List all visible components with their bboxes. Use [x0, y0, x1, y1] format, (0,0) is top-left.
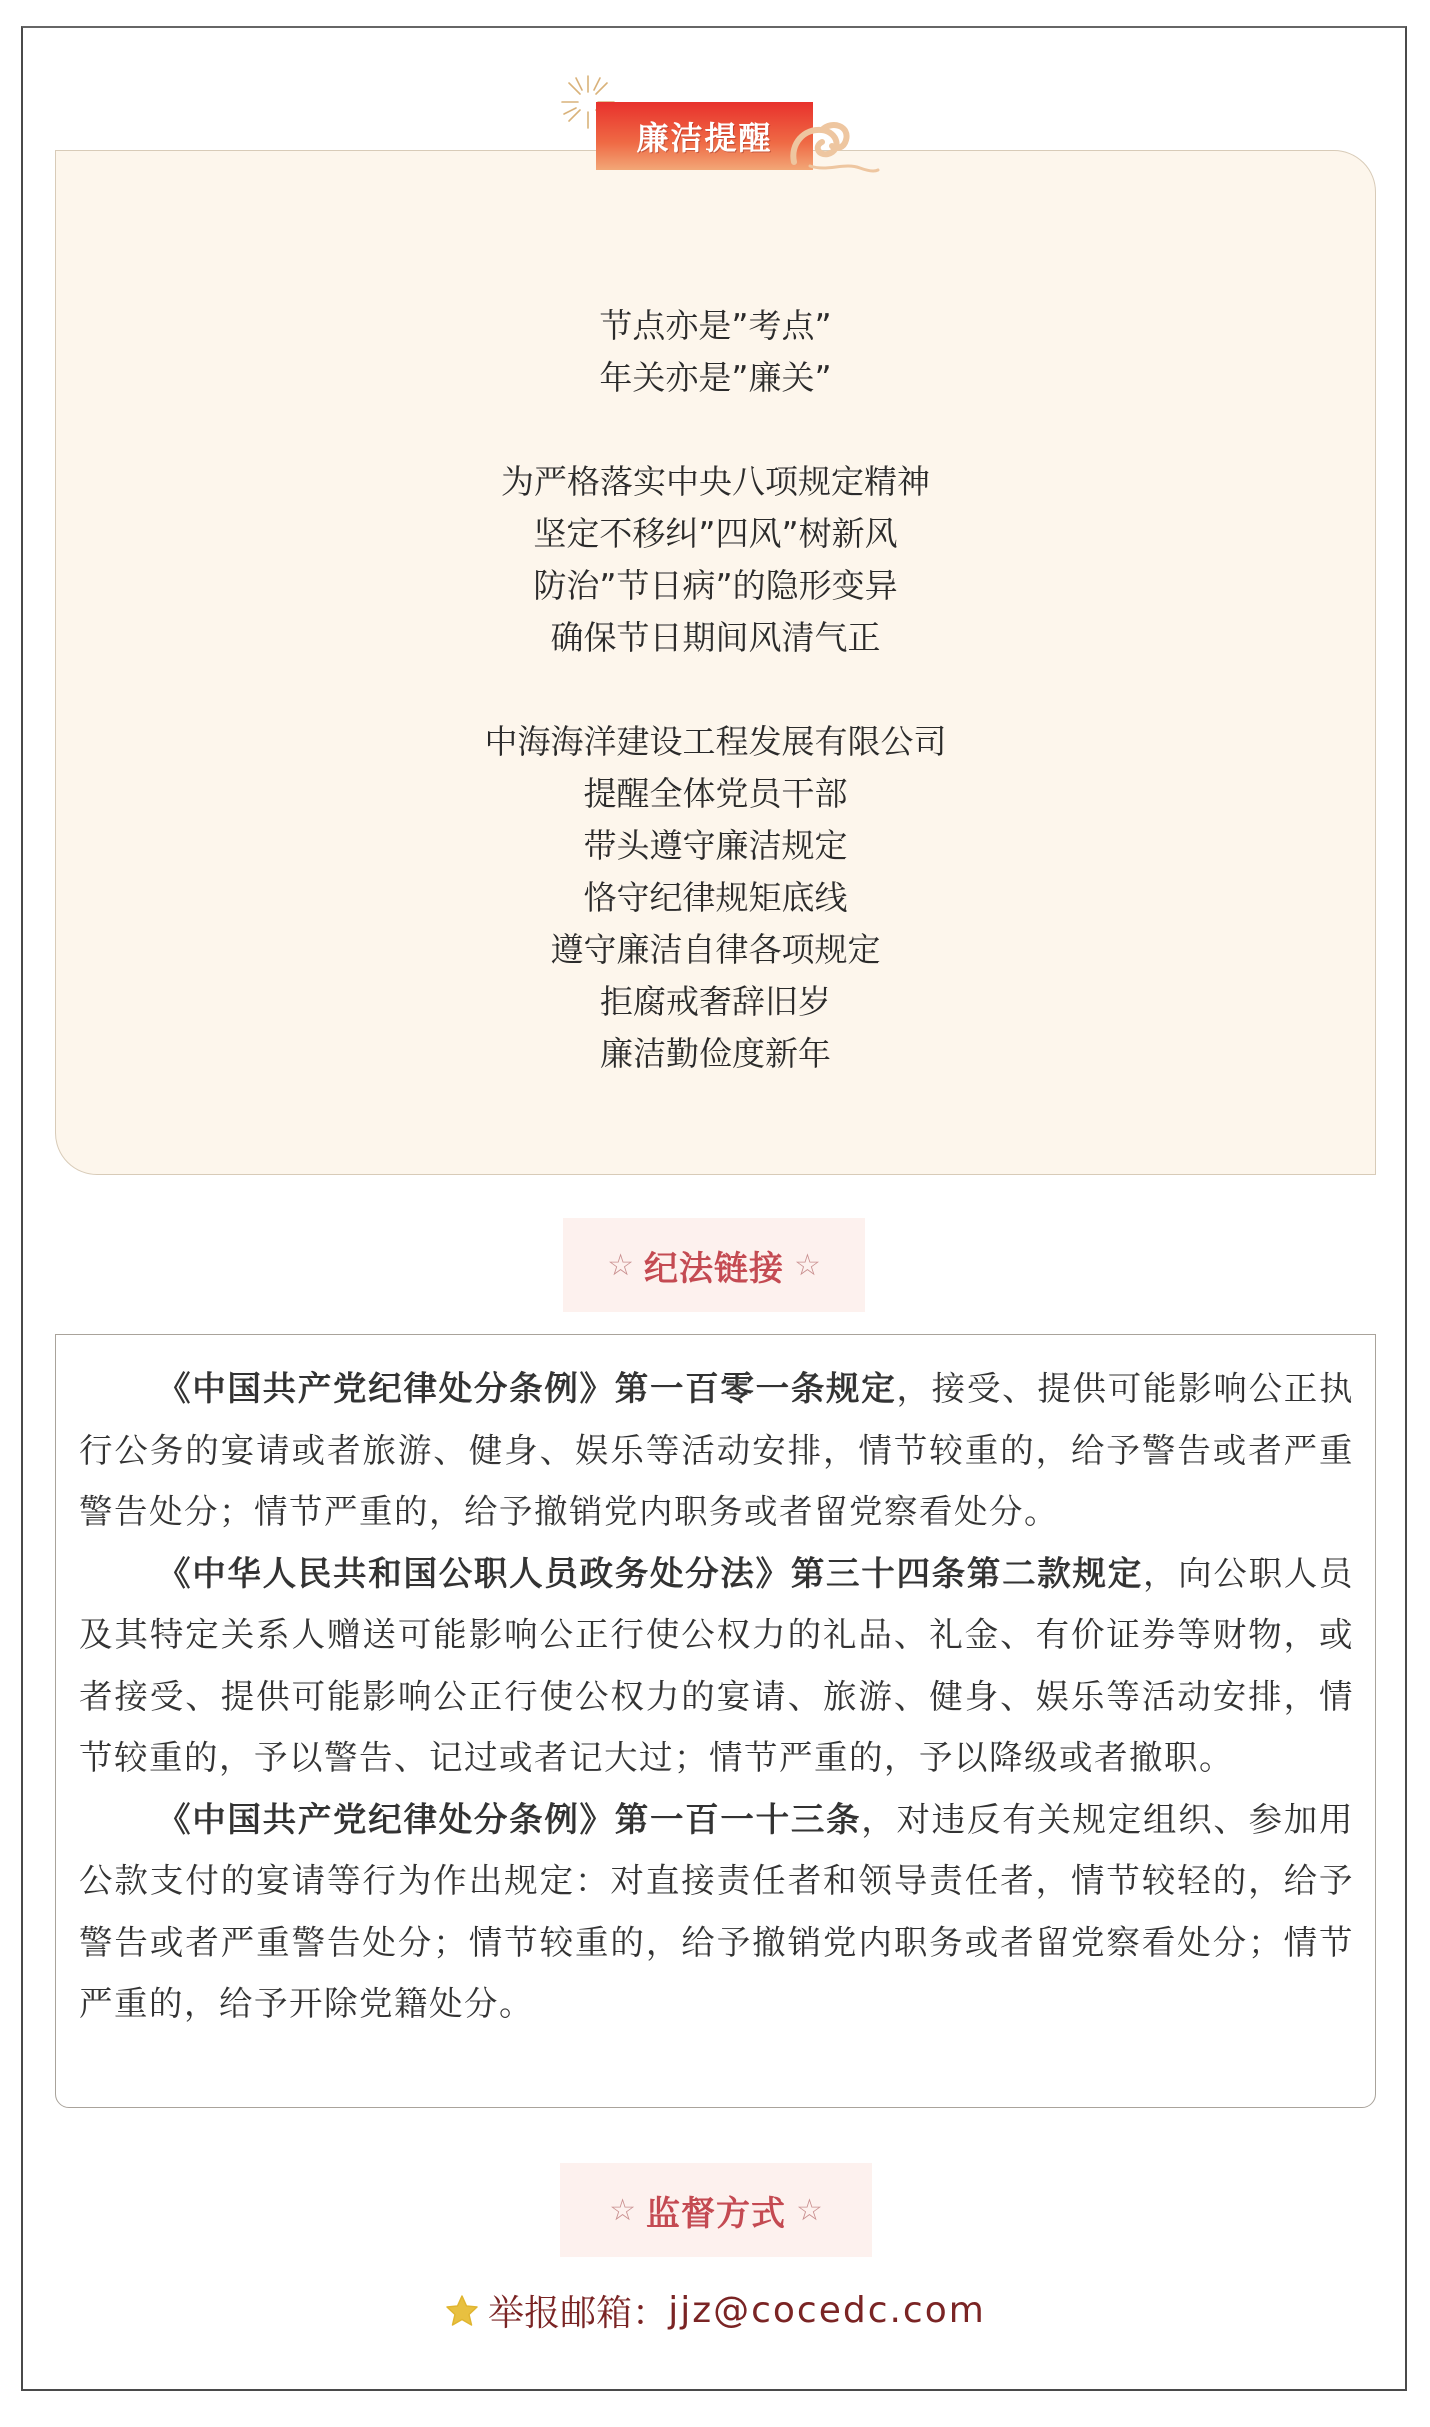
law-citation: 《中华人民共和国公职人员政务处分法》第三十四条第二款规定 — [157, 1553, 1143, 1593]
reminder-title-tag — [596, 102, 813, 170]
reminder-poem — [55, 300, 1376, 1080]
poem-line: 节点亦是”考点” — [599, 306, 832, 345]
poem-spacer — [55, 404, 1376, 456]
law-citation: 《中国共产党纪律处分条例》第一百一十三条 — [157, 1799, 862, 1839]
law-body: ，对违反有关规定组织、参加用公款支付的宴请等行为作出规定：对直接责任者和领导责任者，情节较轻的，给予警告或者严重警告处分；情节较重的，给予撤销党内职务或者留党察看处分；情节严重的，给予开除党籍处分。 — [79, 1799, 1355, 2023]
poem-line: 为严格落实中央八项规定精神 — [501, 462, 930, 501]
star-outline-icon: ☆ — [609, 2192, 636, 2228]
report-email-line — [0, 2285, 1430, 2336]
star-outline-icon: ☆ — [796, 2192, 823, 2228]
law-body: ，向公职人员及其特定关系人赠送可能影响公正行使公权力的礼品、礼金、有价证券等财物，或者接受、提供可能影响公正行使公权力的宴请、旅游、健身、娱乐等活动安排，情节较重的，予以警告、记过或者记大过；情节严重的，予以降级或者撤职。 — [79, 1553, 1355, 1777]
poem-line: 防治”节日病”的隐形变异 — [533, 566, 898, 605]
star-outline-icon: ☆ — [607, 1247, 634, 1283]
reminder-title: 廉洁提醒 — [636, 119, 773, 157]
poem-line: 遵守廉洁自律各项规定 — [550, 930, 881, 969]
email-label: 举报邮箱： — [488, 2293, 669, 2334]
law-text — [79, 1358, 1354, 2035]
law-paragraph — [79, 1543, 1354, 1789]
law-section-tag — [563, 1218, 865, 1312]
poem-line: 确保节日期间风清气正 — [550, 618, 881, 657]
poem-line: 恪守纪律规矩底线 — [583, 878, 848, 917]
poem-line: 提醒全体党员干部 — [583, 774, 848, 813]
poem-spacer — [55, 664, 1376, 716]
poem-line: 年关亦是”廉关” — [599, 358, 832, 397]
gold-star-icon — [444, 2293, 480, 2329]
law-citation: 《中国共产党纪律处分条例》第一百零一条规定 — [157, 1369, 897, 1408]
poem-line-company: 中海海洋建设工程发展有限公司 — [484, 722, 947, 761]
star-outline-icon: ☆ — [794, 1247, 821, 1283]
poem-line: 廉洁勤俭度新年 — [600, 1034, 831, 1073]
supervise-section-title: 监督方式 — [646, 2193, 786, 2234]
law-body: ，接受、提供可能影响公正执行公务的宴请或者旅游、健身、娱乐等活动安排，情节较重的，给予警告或者严重警告处分；情节严重的，给予撤销党内职务或者留党察看处分。 — [79, 1369, 1355, 1531]
auspicious-cloud-icon — [788, 118, 880, 174]
law-paragraph — [79, 1358, 1354, 1543]
supervise-section-tag — [560, 2163, 872, 2257]
law-section-title: 纪法链接 — [644, 1248, 784, 1289]
poem-line: 带头遵守廉洁规定 — [583, 826, 848, 865]
email-link[interactable]: jjz@cocedc.com — [668, 2290, 986, 2331]
law-paragraph — [79, 1789, 1354, 2035]
poem-line: 坚定不移纠”四风”树新风 — [533, 514, 898, 553]
poem-line: 拒腐戒奢辞旧岁 — [600, 982, 831, 1021]
